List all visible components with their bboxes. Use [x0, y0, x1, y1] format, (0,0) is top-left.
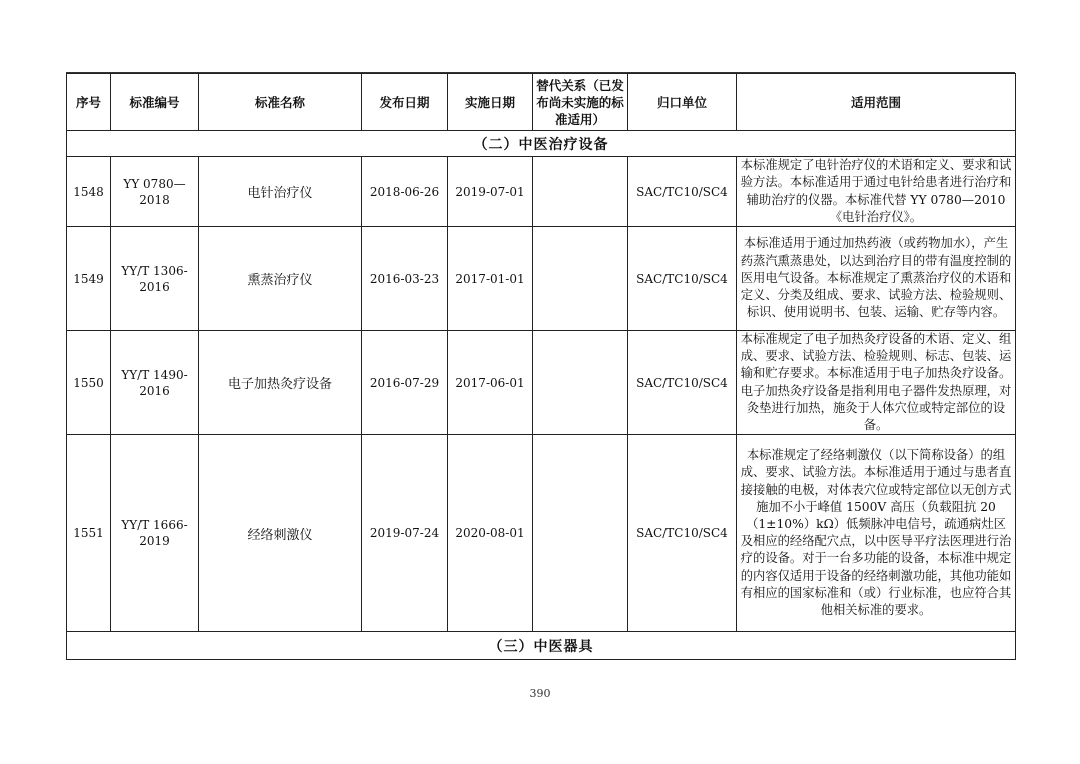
section-title-tcm-instruments: （三）中医器具: [67, 632, 1016, 660]
table-row: [67, 331, 1016, 435]
section-row: [67, 632, 1016, 660]
cell-scope: 本标准适用于通过加热药液（或药物加水），产生药蒸汽熏蒸患处，以达到治疗目的带有温度控制的医用电气设备。本标准规定了熏蒸治疗仪的术语和定义、分类及组成、要求、试验方法、检验规则、标识、使用说明书、包装、运输、贮存等内容。: [737, 227, 1016, 331]
cell-seq: 1551: [67, 435, 111, 632]
header-implement-date: 实施日期: [448, 74, 533, 131]
cell-publish-date: 2016-03-23: [362, 227, 448, 331]
cell-code: YY/T 1306-2016: [111, 227, 199, 331]
cell-implement-date: 2017-01-01: [448, 227, 533, 331]
header-scope: 适用范围: [737, 74, 1016, 131]
section-row: [67, 131, 1016, 157]
cell-publish-date: 2019-07-24: [362, 435, 448, 632]
cell-scope: 本标准规定了电针治疗仪的术语和定义、要求和试验方法。本标准适用于通过电针给患者进行治疗和辅助治疗的仪器。本标准代替 YY 0780—2010《电针治疗仪》。: [737, 157, 1016, 227]
header-unit: 归口单位: [628, 74, 737, 131]
cell-unit: SAC/TC10/SC4: [628, 435, 737, 632]
cell-code: YY 0780—2018: [111, 157, 199, 227]
table-row: [67, 157, 1016, 227]
section-title-tcm-treatment: （二）中医治疗设备: [67, 131, 1016, 157]
cell-publish-date: 2016-07-29: [362, 331, 448, 435]
cell-publish-date: 2018-06-26: [362, 157, 448, 227]
cell-scope: 本标准规定了电子加热灸疗设备的术语、定义、组成、要求、试验方法、检验规则、标志、包装、运输和贮存要求。本标准适用于电子加热灸疗设备。电子加热灸疗设备是指利用电子器件发热原理，对灸垫进行加热，施灸于人体穴位或特定部位的设备。: [737, 331, 1016, 435]
cell-implement-date: 2017-06-01: [448, 331, 533, 435]
cell-scope: 本标准规定了经络刺激仪（以下简称设备）的组成、要求、试验方法。本标准适用于通过与患者直接接触的电极，对体表穴位或特定部位以无创方式施加不小于峰值 1500V 高压（负载阻抗 20（1±10%）kΩ）低频脉冲电信号，疏通病灶区及相应的经络配穴点，以中医导平疗法医理进行治疗的设备。对于一台多功能的设备，本标准中规定的内容仅适用于设备的经络刺激功能，其他功能如有相应的国家标准和（或）行业标准，也应符合其他相关标准的要求。: [737, 435, 1016, 632]
cell-seq: 1549: [67, 227, 111, 331]
cell-implement-date: 2020-08-01: [448, 435, 533, 632]
cell-replace: [533, 227, 628, 331]
cell-name: 熏蒸治疗仪: [199, 227, 362, 331]
header-seq: 序号: [67, 74, 111, 131]
cell-code: YY/T 1666-2019: [111, 435, 199, 632]
cell-unit: SAC/TC10/SC4: [628, 331, 737, 435]
cell-unit: SAC/TC10/SC4: [628, 157, 737, 227]
cell-code: YY/T 1490-2016: [111, 331, 199, 435]
header-replace: 替代关系（已发布尚未实施的标准适用）: [533, 74, 628, 131]
cell-replace: [533, 331, 628, 435]
header-publish-date: 发布日期: [362, 74, 448, 131]
cell-seq: 1548: [67, 157, 111, 227]
table-row: [67, 435, 1016, 632]
standards-table: [66, 73, 1016, 660]
cell-name: 经络刺激仪: [199, 435, 362, 632]
cell-implement-date: 2019-07-01: [448, 157, 533, 227]
cell-name: 电子加热灸疗设备: [199, 331, 362, 435]
cell-unit: SAC/TC10/SC4: [628, 227, 737, 331]
header-code: 标准编号: [111, 74, 199, 131]
header-name: 标准名称: [199, 74, 362, 131]
cell-replace: [533, 157, 628, 227]
cell-seq: 1550: [67, 331, 111, 435]
header-row: [67, 74, 1016, 131]
cell-name: 电针治疗仪: [199, 157, 362, 227]
cell-replace: [533, 435, 628, 632]
table-row: [67, 227, 1016, 331]
page-number: 390: [529, 687, 551, 700]
